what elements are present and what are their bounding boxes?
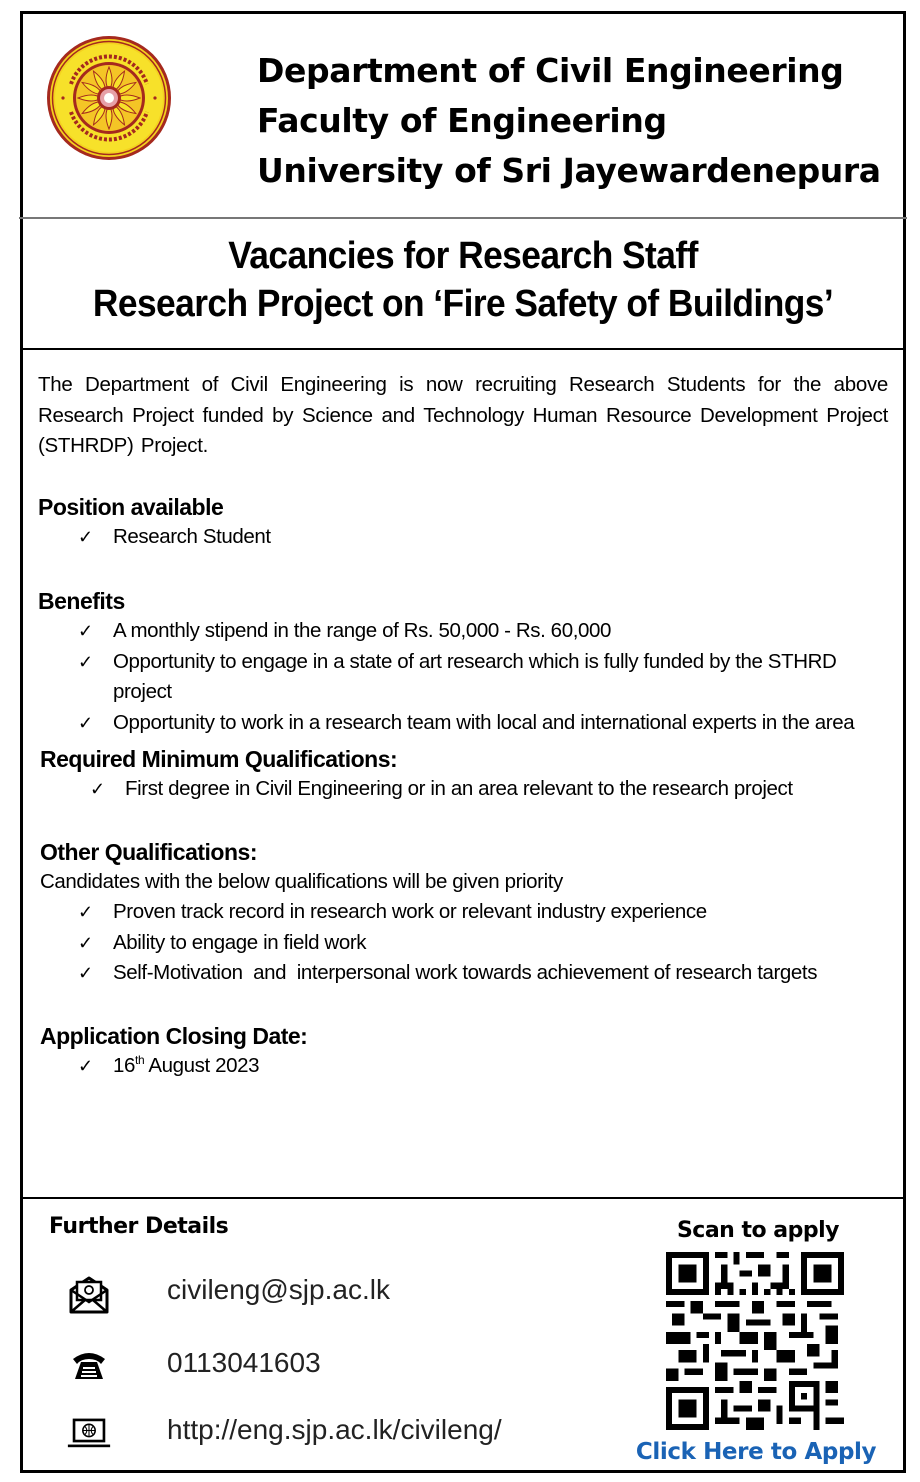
list-item: ✓ Self-Motivation and interpersonal work towards achievement of research targets — [38, 958, 888, 989]
page-title — [23, 232, 903, 328]
department-name: Department of Civil Engineering — [257, 51, 844, 90]
qr-code-icon[interactable] — [666, 1252, 844, 1430]
benefits-list — [38, 616, 888, 738]
laptop-globe-icon — [67, 1412, 111, 1456]
section-heading-required: Required Minimum Qualifications: — [40, 746, 398, 772]
list-item: ✓ First degree in Civil Engineering or in an area relevant to the research project — [38, 774, 888, 805]
apply-link[interactable]: Click Here to Apply — [635, 1439, 877, 1465]
telephone-icon — [67, 1345, 111, 1389]
list-item: ✓ Ability to engage in field work — [38, 928, 888, 959]
list-item: ✓ Opportunity to work in a research team with local and international experts in the area — [38, 708, 888, 739]
contact-email — [67, 1272, 517, 1316]
header-text — [257, 46, 881, 196]
email-link[interactable]: civileng@sjp.ac.lk — [167, 1274, 390, 1305]
list-item: ✓ Research Student — [38, 522, 888, 553]
check-icon: ✓ — [78, 621, 93, 641]
phone-number[interactable]: 0113041603 — [167, 1347, 321, 1378]
check-icon: ✓ — [78, 1055, 93, 1076]
other-subtitle: Candidates with the below qualifications will be given priority — [40, 869, 563, 893]
other-list — [38, 897, 888, 989]
intro-paragraph: The Department of Civil Engineering is now recruiting Research Students for the above Research Project funded by Science and Technology Human Resource Development Project (STHRDP) Project. — [38, 373, 888, 457]
university-seal-icon — [45, 34, 173, 162]
list-item: ✓ A monthly stipend in the range of Rs. 50,000 - Rs. 60,000 — [38, 616, 888, 647]
further-details-heading: Further Details — [49, 1214, 229, 1239]
divider — [23, 348, 903, 350]
check-icon: ✓ — [78, 963, 93, 983]
faculty-name: Faculty of Engineering — [257, 101, 667, 140]
check-icon: ✓ — [78, 651, 93, 672]
flyer-frame — [20, 11, 906, 1473]
divider — [19, 217, 907, 219]
check-icon: ✓ — [78, 712, 93, 733]
section-heading-position: Position available — [38, 493, 224, 520]
title-line-1: Vacancies for Research Staff — [228, 235, 698, 277]
list-item: ✓ Opportunity to engage in a state of art research which is fully funded by the STHRD project — [38, 647, 888, 708]
closing-date: ✓ 16th August 2023 — [38, 1051, 888, 1082]
check-icon: ✓ — [78, 526, 93, 547]
university-name: University of Sri Jayewardenepura — [257, 151, 881, 190]
check-icon: ✓ — [90, 779, 105, 799]
scan-to-apply-label: Scan to apply — [676, 1218, 840, 1243]
list-item: ✓ Proven track record in research work or relevant industry experience — [38, 897, 888, 928]
section-heading-benefits: Benefits — [38, 588, 125, 614]
contact-website — [67, 1412, 517, 1456]
vacancy-body — [38, 370, 888, 1081]
required-list — [38, 774, 888, 805]
section-heading-other: Other Qualifications: — [40, 838, 257, 865]
closing-list — [38, 1051, 888, 1082]
position-list — [38, 522, 888, 553]
email-envelope-icon — [67, 1272, 111, 1316]
header — [23, 14, 903, 217]
check-icon: ✓ — [78, 932, 93, 953]
section-heading-closing: Application Closing Date: — [40, 1022, 308, 1049]
title-line-2: Research Project on ‘Fire Safety of Buildings’ — [92, 283, 834, 325]
website-link[interactable]: http://eng.sjp.ac.lk/civileng/ — [167, 1414, 502, 1445]
check-icon: ✓ — [78, 902, 93, 922]
contact-phone — [67, 1345, 517, 1389]
divider — [23, 1197, 903, 1199]
